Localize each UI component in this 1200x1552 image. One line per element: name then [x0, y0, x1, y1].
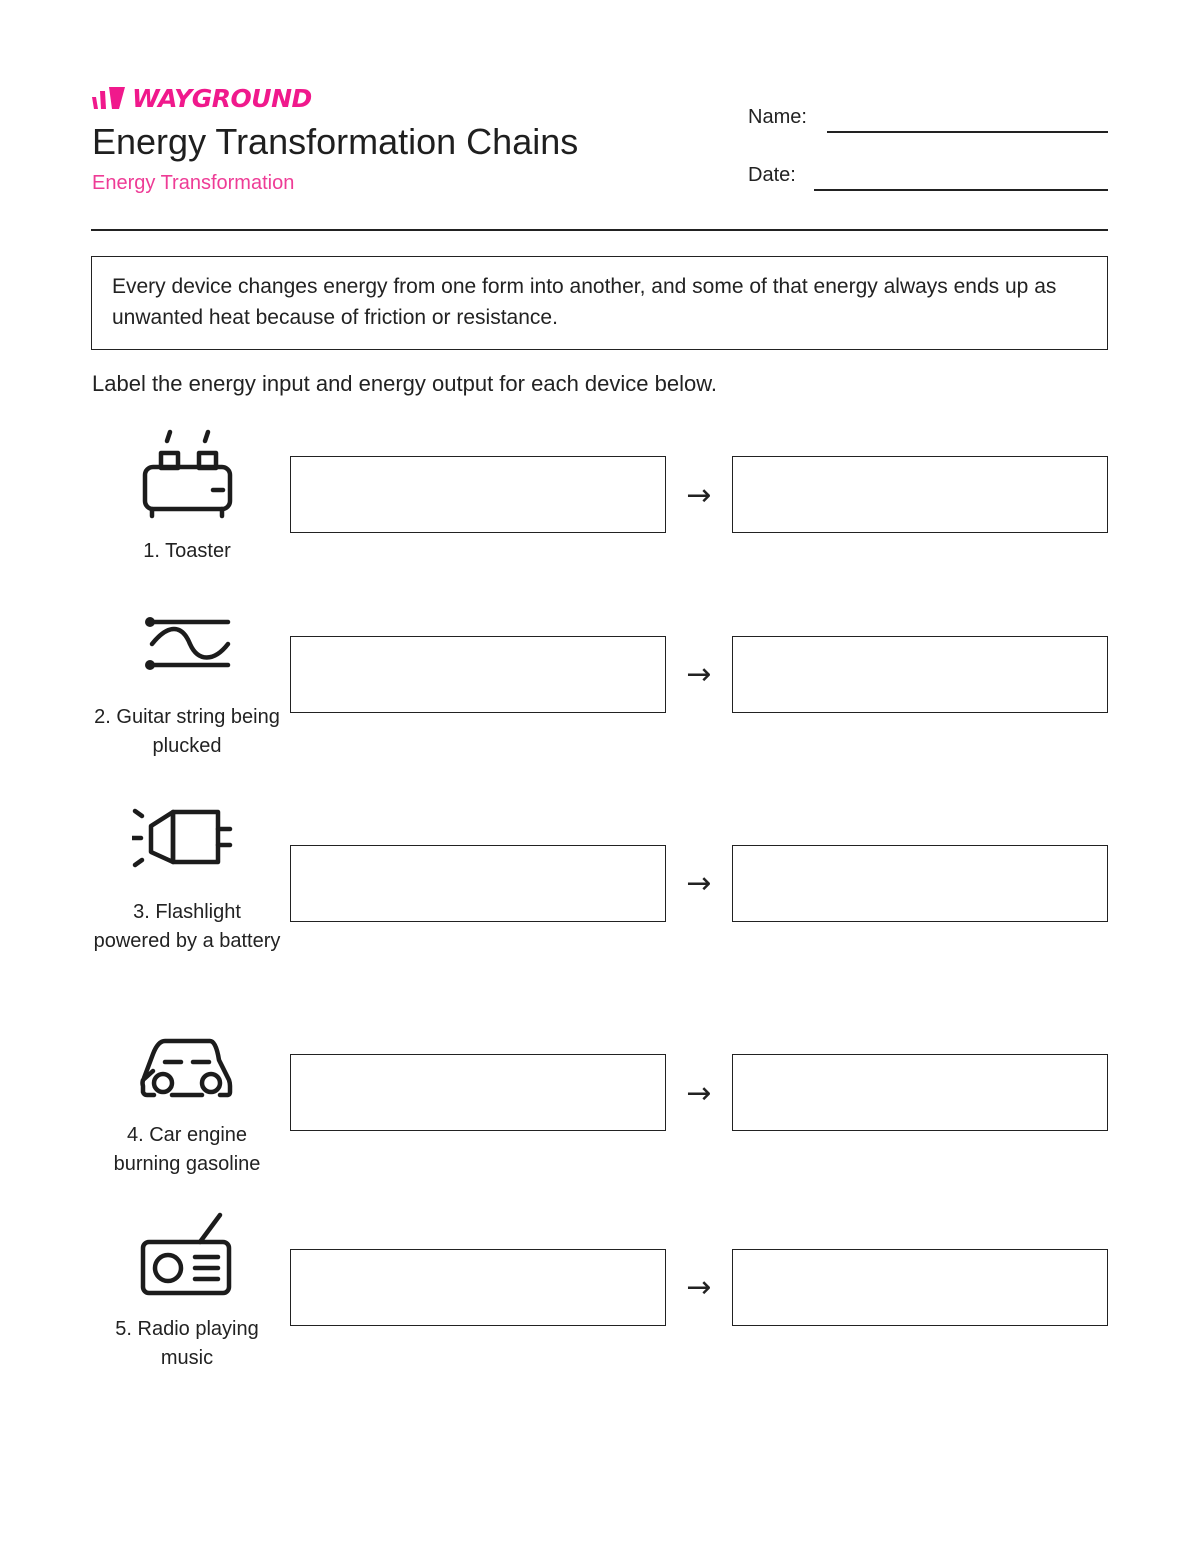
arrow-2: → [686, 657, 712, 692]
arrow-3: → [686, 866, 712, 901]
intro-text: Every device changes energy from one form into another, and some of that energy always ends up as unwanted heat because of friction or resistance. [112, 275, 1057, 329]
item-label: 5. Radio playing music [115, 1318, 259, 1369]
energy-output-box-4[interactable] [732, 1054, 1108, 1131]
item-label: 3. Flashlight powered by a battery [93, 901, 281, 952]
name-field[interactable] [827, 131, 1108, 133]
arrow-5: → [686, 1270, 712, 1305]
instruction-text: Label the energy input and energy output for each device below. [92, 371, 718, 396]
arrow-1: → [686, 478, 712, 513]
energy-input-box-5[interactable] [290, 1249, 666, 1326]
intro-box [91, 256, 1108, 350]
arrow-4: → [686, 1076, 712, 1111]
toaster-icon [132, 425, 242, 525]
energy-output-box-2[interactable] [732, 636, 1108, 713]
name-label: Name: [748, 106, 807, 128]
date-label: Date: [748, 164, 796, 186]
page-title: Energy Transformation Chains [92, 121, 579, 162]
energy-output-box-1[interactable] [732, 456, 1108, 533]
page-subtitle: Energy Transformation [92, 172, 295, 194]
guitar-string-icon [132, 600, 242, 700]
brand-name: WAYGROUND [132, 84, 312, 113]
item-label: 2. Guitar string being plucked [94, 706, 280, 757]
energy-output-box-3[interactable] [732, 845, 1108, 922]
energy-input-box-1[interactable] [290, 456, 666, 533]
car-icon [132, 1022, 242, 1122]
flashlight-icon [132, 795, 242, 895]
brand-logo [92, 86, 312, 112]
radio-icon [132, 1212, 242, 1312]
item-label: 4. Car engine burning gasoline [113, 1124, 261, 1175]
energy-output-box-5[interactable] [732, 1249, 1108, 1326]
item-label: 1. Toaster [143, 540, 231, 562]
energy-input-box-4[interactable] [290, 1054, 666, 1131]
energy-input-box-3[interactable] [290, 845, 666, 922]
header-divider [91, 229, 1108, 231]
date-field[interactable] [814, 189, 1108, 191]
energy-input-box-2[interactable] [290, 636, 666, 713]
wayground-logo-icon [92, 87, 126, 111]
